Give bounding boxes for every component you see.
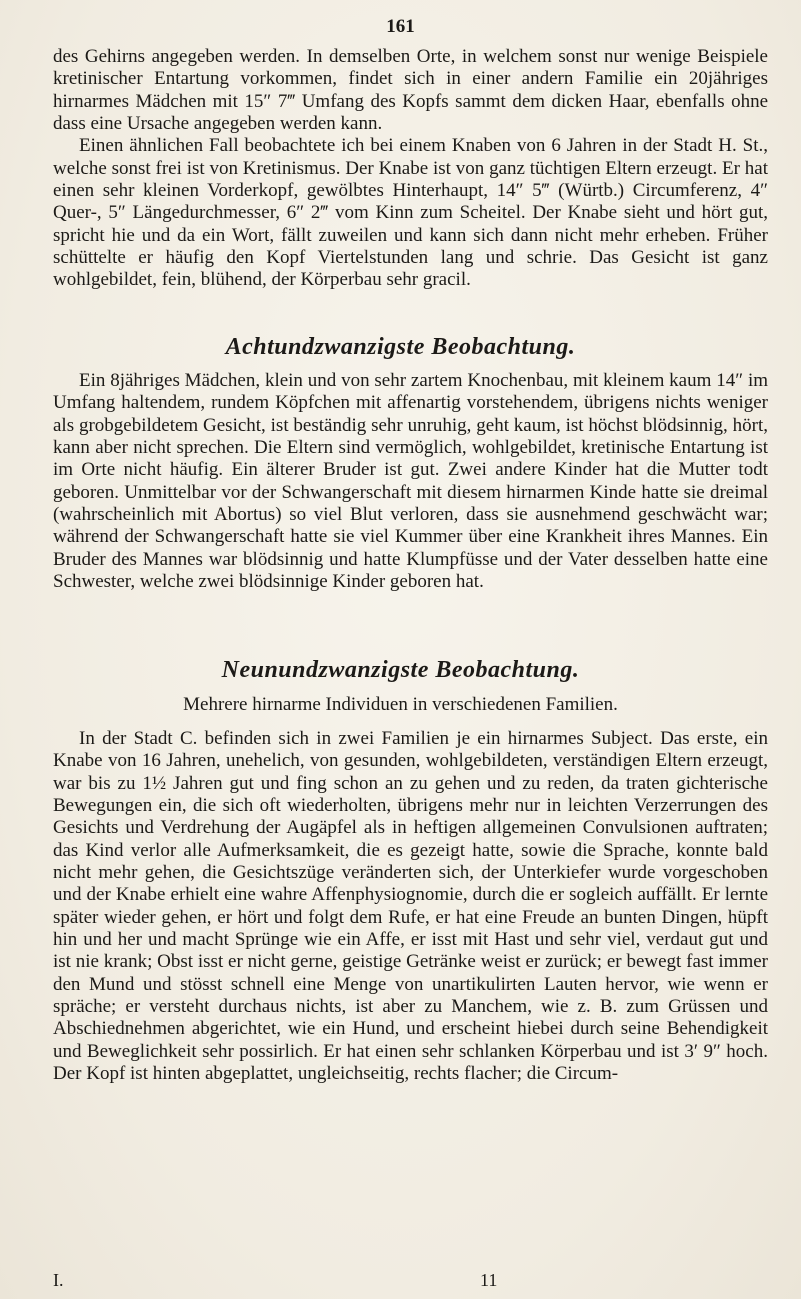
paragraph: Einen ähnlichen Fall beobachtete ich bei einem Knaben von 6 Jahren in der Stadt H. St., welche sonst frei ist von Kretinismus. Der Knabe ist von ganz tüchtigen Eltern erzeugt. Er hat einen sehr kleinen Vorderkopf, gewölbtes Hinterhaupt, 14″ 5‴ (Würtb.) Circumferenz, 4″ Quer-, 5″ Längedurchmesser, 6″ 2‴ vom Kinn zum Scheitel. Der Knabe sieht und hört gut, spricht hie und da ein Wort, fällt zuweilen und kann sich dann nicht mehr erheben. Früher schüttelte er häufig den Kopf Viertelstunden lang und schrie. Das Gesicht ist ganz wohlgebildet, fein, blühend, der Körperbau sehr gracil. [53,135,768,291]
paragraph: Ein 8jähriges Mädchen, klein und von sehr zartem Knochenbau, mit kleinem kaum 14″ im Umfang haltendem, rundem Köpfchen mit affenartig vorstehendem, übrigens nichts weniger als grobgebildetem Gesicht, ist beständig sehr unruhig, geht kaum, ist höchst blödsinnig, hört, kann aber nicht sprechen. Die Eltern sind vermöglich, wohlgebildet, kretinische Entartung ist im Orte nicht häufig. Ein älterer Bruder ist gut. Zwei andere Kinder hat die Mutter todt geboren. Unmittelbar vor der Schwangerschaft mit diesem hirnarmen Kinde hatte sie dreimal (wahrscheinlich mit Abortus) so viel Blut verloren, dass sie ausnehmend geschwächt war; während der Schwangerschaft hatte sie viel Kummer über eine Krankheit ihres Mannes. Ein Bruder des Mannes war blödsinnig und hatte Klumpfüsse und der Vater desselben hatte eine Schwester, welche zwei blödsinnige Kinder geboren hat. [53,370,768,593]
section-heading-28: Achtundzwanzigste Beobachtung. [225,334,576,360]
section-subheading-29: Mehrere hirnarme Individuen in verschiedenen Familien. [183,694,618,715]
section-28-body [53,370,768,593]
paragraph: In der Stadt C. befinden sich in zwei Familien je ein hirnarmes Subject. Das erste, ein Knabe von 16 Jahren, unehelich, von gesunden, wohlgebildeten, verständigen Eltern erzeugt, war bis zu 1½ Jahren gut und fing schon an zu gehen und zu reden, da traten gichterische Bewegungen ein, die sich oft wiederholten, übrigens mehr nur in leichten Verzerrungen des Gesichts und Verdrehung der Augäpfel als in heftigen allgemeinen Convulsionen auftraten; das Kind verlor alle Aufmerksamkeit, die es gezeigt hatte, sowie die Sprache, konnte bald nicht mehr gehen, die Gesichtszüge veränderten sich, der Unterkiefer wurde vorgeschoben und der Knabe erhielt eine wahre Affenphysiognomie, durch die er sogleich auffällt. Er lernte später wieder gehen, er hört und folgt dem Rufe, er hat eine Freude an bunten Dingen, hüpft hin und her und macht Sprünge wie ein Affe, er isst mit Hast und sehr viel, verdaut gut und ist nie krank; Obst isst er nicht gerne, geistige Getränke weist er zurück; er bewegt fast immer den Mund und stösst schnell eine Menge von unartikulirten Lauten hervor, wie wenn er spräche; er versteht durchaus nichts, ist aber zu Manchem, wie z. B. zum Grüssen und Abschiednehmen abgerichtet, wie ein Hund, und erscheint hiebei durch seine Behendigkeit und Beweglichkeit sehr possirlich. Er hat einen sehr schlanken Körperbau und ist 3′ 9″ hoch. Der Kopf ist hinten abgeplattet, ungleichseitig, rechts flacher; die Circum- [53,728,768,1085]
section-heading-29: Neunundzwanzigste Beobachtung. [221,657,580,683]
paragraph: des Gehirns angegeben werden. In demselben Orte, in welchem sonst nur wenige Beispiele kretinischer Entartung vorkommen, findet sich in einer andern Familie ein 20jähriges hirnarmes Mädchen mit 15″ 7‴ Umfang des Kopfs sammt dem dicken Haar, ebenfalls ohne dass eine Ursache angegeben werden kann. [53,46,768,135]
section-29-body [53,728,768,1086]
signature-mark: I. [53,1270,64,1290]
page-number: 161 [386,16,415,37]
section-27-continuation [53,46,768,292]
sheet-signature: 11 [480,1270,498,1290]
